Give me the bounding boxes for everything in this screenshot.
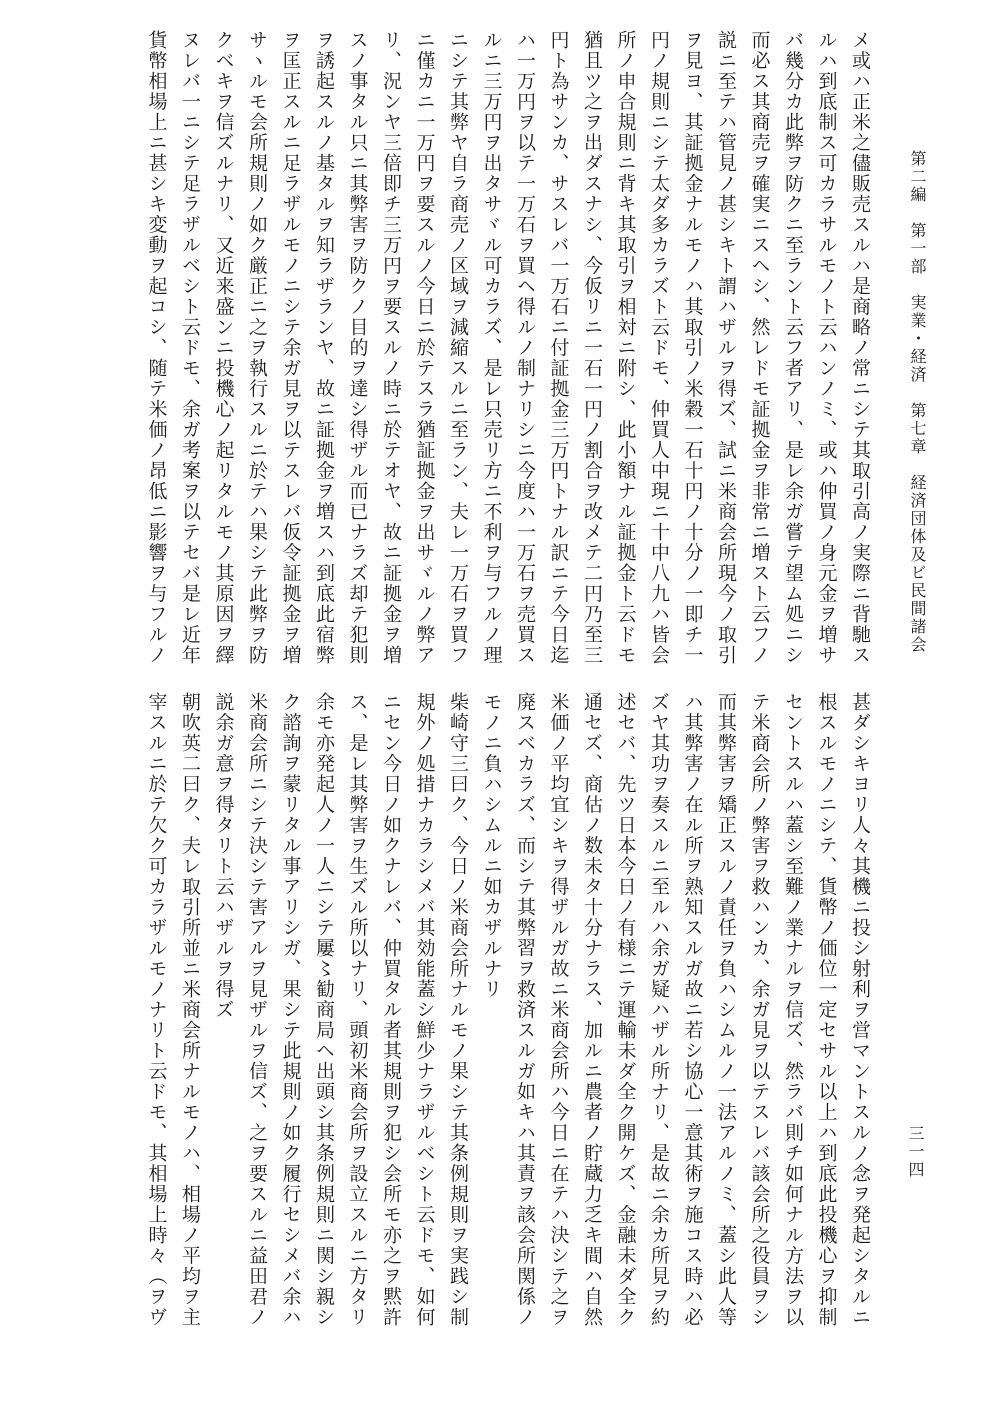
text-column: 説ニ至テハ管見ノ甚シキト謂ハザルヲ得ズ、試ニ米商会所現今ノ取引 <box>715 30 737 666</box>
text-column: 柴崎守三曰ク、今日ノ米商会所ナルモノ果シテ其条例規則ヲ実践シ制 <box>447 692 469 1328</box>
text-column: テ米商会所ノ弊害ヲ救ハンカ、余ガ見ヲ以テスレバ該会所之役員ヲシ <box>748 692 771 1328</box>
text-column: ス、是レ其弊害ヲ生ズル所以ナリ、頭初米商会所ヲ設立スルニ方タリ <box>346 692 369 1328</box>
text-column: 朝吹英二曰ク、夫レ取引所並ニ米商会所ナルモノハ、相場ノ平均ヲ主 <box>179 692 201 1328</box>
text-column: 而必ス其商売ヲ確実ニスヘシ、然レドモ証拠金ヲ非常ニ増スト云フノ <box>748 30 771 666</box>
text-column: ヲ匡正スルニ足ラザルモノニシテ余ガ見ヲ以テスレバ仮令証拠金ヲ増 <box>279 30 302 666</box>
text-column: ヌレバ一ニシテ足ラザルベシト云ドモ、余ガ考案ヲ以テセバ是レ近年 <box>179 30 201 666</box>
text-column: ニシテ其弊ヤ自ラ商売ノ区域ヲ減縮スルニ至ラン、夫レ一万石ヲ買フ <box>447 30 469 666</box>
upper-text-block <box>139 30 876 670</box>
text-column: モノニ負ハシムルニ如カザルナリ <box>480 692 503 1000</box>
text-column: 根スルモノニシテ、貨幣ノ価位一定セサル以上ハ到底此投機心ヲ抑制 <box>815 692 838 1328</box>
text-column: 余モ亦発起人ノ一人ニシテ屢〻勧商局ヘ出頭シ其条例規則ニ関シ親シ <box>313 692 335 1328</box>
text-column: セントスルハ蓋シ至難ノ業ナルヲ信ズ、然ラバ則チ如何ナル方法ヲ以 <box>782 692 804 1328</box>
text-column: クベキヲ信ズルナリ、又近来盛ンニ投機心ノ起リタルモノ其原因ヲ繹 <box>212 30 235 666</box>
lower-text-block <box>139 692 876 1332</box>
text-column: 甚ダシキヨリ人々其機ニ投シ射利ヲ営マントスルノ念ヲ発起シタルニ <box>849 692 871 1328</box>
text-column: 廃スベカラズ、而シテ其弊習ヲ救済スルガ如キハ其責ヲ該会所関係ノ <box>514 692 536 1328</box>
text-column: 米価ノ平均宜シキヲ得ザルガ故ニ米商会所ハ今日ニ在テハ決シテ之ヲ <box>547 692 570 1328</box>
text-column: サヽルモ会所規則ノ如ク厳正ニ之ヲ執行スルニ於テハ果シテ此弊ヲ防 <box>246 30 268 666</box>
text-column: 説余ガ意ヲ得タリト云ハザルヲ得ズ <box>212 692 235 1020</box>
text-column: 米商会所ニシテ決シテ害アルヲ見ザルヲ信ズ、之ヲ要スルニ益田君ノ <box>246 692 268 1328</box>
text-column: 猶且ツ之ヲ出ダスナシ、今仮リニ一石一円ノ割合ヲ改メテ二円乃至三 <box>581 30 603 666</box>
text-column: ヲ見ヨ、其証拠金ナルモノハ其取引ノ米穀一石十円ノ十分ノ一即チ一 <box>681 30 704 666</box>
text-column: ハ其弊害ノ在ル所ヲ熟知スルガ故ニ若シ協心一意其術ヲ施コス時ハ必 <box>681 692 704 1328</box>
text-column: ヲ誘起スルノ基タルヲ知ラザランヤ、故ニ証拠金ヲ増スハ到底此宿弊 <box>313 30 335 666</box>
text-column: スノ事タル只ニ其弊害ヲ防クノ目的ヲ達シ得ザル而已ナラズ却テ犯則 <box>346 30 369 666</box>
text-column: 規外ノ処措ナカラシメバ其効能蓋シ鮮少ナラザルベシト云ドモ、如何 <box>413 692 436 1328</box>
text-column: 通セズ、商估ノ数未タ十分ナラス、加ルニ農者ノ貯蔵力乏キ間ハ自然 <box>581 692 603 1328</box>
text-column: ク諮詢ヲ蒙リタル事アリシガ、果シテ此規則ノ如ク履行セシメバ余ハ <box>279 692 302 1328</box>
text-column: ルニ三万円ヲ出タサヾル可カラズ、是レ只売リ方ニ不利ヲ与フルノ理 <box>480 30 503 666</box>
text-column: ルハ到底制ス可カラサルモノト云ハンノミ、或ハ仲買ノ身元金ヲ増サ <box>815 30 838 666</box>
text-column: 円ノ規則ニシテ太ダ多カラズト云ドモ、仲買人中現ニ十中八九ハ皆会 <box>648 30 670 666</box>
page-number: 三一四 <box>906 1125 925 1179</box>
text-column: ハ一万円ヲ以テ一万石ヲ買ヘ得ルノ制ナリシニ今度ハ一万石ヲ売買ス <box>514 30 536 666</box>
text-column: ニ僅カニ一万円ヲ要スルノ今日ニ於テスラ猶証拠金ヲ出サヾルノ弊ア <box>413 30 436 666</box>
text-column: 宰スルニ於テ欠ク可カラザルモノナリト云ドモ、其相場上時々（ヲヴ <box>145 692 168 1328</box>
text-column: ズヤ其功ヲ奏スルニ至ルハ余ガ疑ハザル所ナリ、是故ニ余カ所見ヲ約 <box>648 692 670 1328</box>
text-column: 述セバ、先ツ日本今日ノ有様ニテ運輸未ダ全ク開ケズ、金融未ダ全ク <box>614 692 637 1328</box>
text-column: 円ト為サンカ、サスレバ一万石ニ付証拠金三万円トナル訳ニテ今日迄 <box>547 30 570 666</box>
text-column: 而其弊害ヲ矯正スルノ責任ヲ負ハシムルノ一法アルノミ、蓋シ此人等 <box>715 692 737 1328</box>
running-title: 第二編 第一部 実業・経済 第七章 経済団体及ビ民間諸会 <box>908 150 927 654</box>
text-column: リ、況ンヤ三倍即チ三万円ヲ要スルノ時ニ於テオヤ、故ニ証拠金ヲ増 <box>380 30 402 666</box>
text-column: バ幾分カ此弊ヲ防クニ至ラント云フ者アリ、是レ余ガ嘗テ望ム処ニシ <box>782 30 804 666</box>
text-column: ニセン今日ノ如クナレバ、仲買タル者其規則ヲ犯シ会所モ亦之ヲ黙許 <box>380 692 402 1328</box>
text-column: メ或ハ正米之儘販売スルハ是商略ノ常ニシテ其取引高ノ実際ニ背馳ス <box>849 30 871 666</box>
text-column: 貨幣相場上ニ甚シキ変動ヲ起コシ、随テ米価ノ昂低ニ影響ヲ与フルノ <box>145 30 168 666</box>
text-column: 所ノ申合規則ニ背キ其取引ヲ相対ニ附シ、此小額ナル証拠金ト云ドモ <box>614 30 637 666</box>
